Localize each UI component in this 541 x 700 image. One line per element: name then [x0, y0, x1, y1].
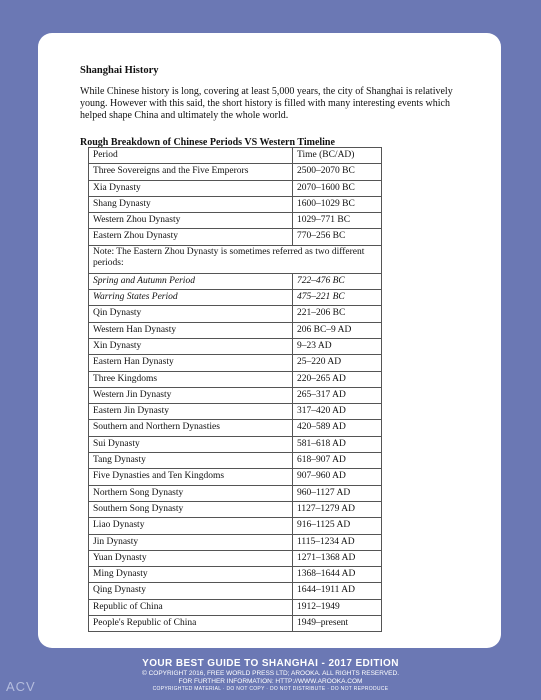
time-cell: 1949–present [293, 616, 382, 632]
table-row [89, 213, 382, 229]
table-row [89, 550, 382, 566]
footer-title: YOUR BEST GUIDE TO SHANGHAI - 2017 EDITION [142, 658, 399, 669]
time-cell: 1271–1368 AD [293, 550, 382, 566]
time-cell: 206 BC–9 AD [293, 322, 382, 338]
table-row [89, 469, 382, 485]
table-row [89, 229, 382, 245]
table-row [89, 371, 382, 387]
time-cell: 475–221 BC [293, 290, 382, 306]
period-cell: Three Kingdoms [89, 371, 293, 387]
table-row [89, 306, 382, 322]
table-row [89, 196, 382, 212]
period-cell: Xin Dynasty [89, 338, 293, 354]
table-caption: Rough Breakdown of Chinese Periods VS Western Timeline [80, 137, 335, 148]
table-row [89, 453, 382, 469]
footer-copyright: © COPYRIGHT 2016, FREE WORLD PRESS LTD; AROOKA. ALL RIGHTS RESERVED. [141, 670, 400, 677]
table-row [89, 583, 382, 599]
table-row [89, 404, 382, 420]
period-cell: Ming Dynasty [89, 567, 293, 583]
table-row [89, 180, 382, 196]
header-time: Time (BC/AD) [293, 148, 382, 164]
table-row [89, 338, 382, 354]
time-cell: 722–476 BC [293, 273, 382, 289]
time-cell: 916–1125 AD [293, 518, 382, 534]
footer-info: FOR FURTHER INFORMATION: HTTP://WWW.AROOKA.COM [178, 678, 363, 685]
table-row [89, 485, 382, 501]
table-header-row [89, 148, 382, 164]
periods-table [88, 147, 382, 632]
time-cell: 960–1127 AD [293, 485, 382, 501]
footer-notice: COPYRIGHTED MATERIAL · DO NOT COPY · DO NOT DISTRIBUTE · DO NOT REPRODUCE [152, 686, 389, 692]
time-cell: 2500–2070 BC [293, 164, 382, 180]
time-cell: 1644–1911 AD [293, 583, 382, 599]
table-row [89, 501, 382, 517]
footer [0, 658, 541, 693]
time-cell: 1912–1949 [293, 599, 382, 615]
document-page [38, 33, 501, 648]
table-row [89, 290, 382, 306]
corner-watermark: ACV [6, 679, 36, 694]
period-cell: Sui Dynasty [89, 436, 293, 452]
table-row [89, 273, 382, 289]
table-row [89, 567, 382, 583]
table-row [89, 616, 382, 632]
time-cell: 1115–1234 AD [293, 534, 382, 550]
table-row [89, 436, 382, 452]
time-cell: 9–23 AD [293, 338, 382, 354]
period-cell: Shang Dynasty [89, 196, 293, 212]
time-cell: 317–420 AD [293, 404, 382, 420]
period-cell: Tang Dynasty [89, 453, 293, 469]
table-row [89, 355, 382, 371]
table-row [89, 322, 382, 338]
period-cell: Five Dynasties and Ten Kingdoms [89, 469, 293, 485]
table-row [89, 387, 382, 403]
period-cell: Eastern Zhou Dynasty [89, 229, 293, 245]
table-note: Note: The Eastern Zhou Dynasty is sometimes referred as two different periods: [89, 245, 382, 273]
period-cell: Southern Song Dynasty [89, 501, 293, 517]
time-cell: 221–206 BC [293, 306, 382, 322]
time-cell: 770–256 BC [293, 229, 382, 245]
table-row [89, 420, 382, 436]
time-cell: 2070–1600 BC [293, 180, 382, 196]
time-cell: 265–317 AD [293, 387, 382, 403]
table-note-row [89, 245, 382, 273]
time-cell: 618–907 AD [293, 453, 382, 469]
header-period: Period [89, 148, 293, 164]
period-cell: Spring and Autumn Period [89, 273, 293, 289]
time-cell: 1600–1029 BC [293, 196, 382, 212]
period-cell: People's Republic of China [89, 616, 293, 632]
time-cell: 25–220 AD [293, 355, 382, 371]
table-row [89, 599, 382, 615]
time-cell: 581–618 AD [293, 436, 382, 452]
time-cell: 1368–1644 AD [293, 567, 382, 583]
intro-paragraph: While Chinese history is long, covering at least 5,000 years, the city of Shanghai is relatively young. However with this said, the short history is filled with many interesting events which helped shape China and ultimately the whole world. [80, 86, 453, 121]
period-cell: Western Zhou Dynasty [89, 213, 293, 229]
period-cell: Western Han Dynasty [89, 322, 293, 338]
period-cell: Northern Song Dynasty [89, 485, 293, 501]
period-cell: Republic of China [89, 599, 293, 615]
period-cell: Qin Dynasty [89, 306, 293, 322]
period-cell: Eastern Jin Dynasty [89, 404, 293, 420]
time-cell: 1127–1279 AD [293, 501, 382, 517]
time-cell: 907–960 AD [293, 469, 382, 485]
time-cell: 220–265 AD [293, 371, 382, 387]
period-cell: Jin Dynasty [89, 534, 293, 550]
period-cell: Xia Dynasty [89, 180, 293, 196]
table-row [89, 534, 382, 550]
period-cell: Western Jin Dynasty [89, 387, 293, 403]
time-cell: 420–589 AD [293, 420, 382, 436]
period-cell: Yuan Dynasty [89, 550, 293, 566]
period-cell: Southern and Northern Dynasties [89, 420, 293, 436]
period-cell: Three Sovereigns and the Five Emperors [89, 164, 293, 180]
period-cell: Eastern Han Dynasty [89, 355, 293, 371]
period-cell: Liao Dynasty [89, 518, 293, 534]
table-row [89, 164, 382, 180]
time-cell: 1029–771 BC [293, 213, 382, 229]
page-title: Shanghai History [80, 65, 159, 76]
period-cell: Qing Dynasty [89, 583, 293, 599]
table-row [89, 518, 382, 534]
period-cell: Warring States Period [89, 290, 293, 306]
